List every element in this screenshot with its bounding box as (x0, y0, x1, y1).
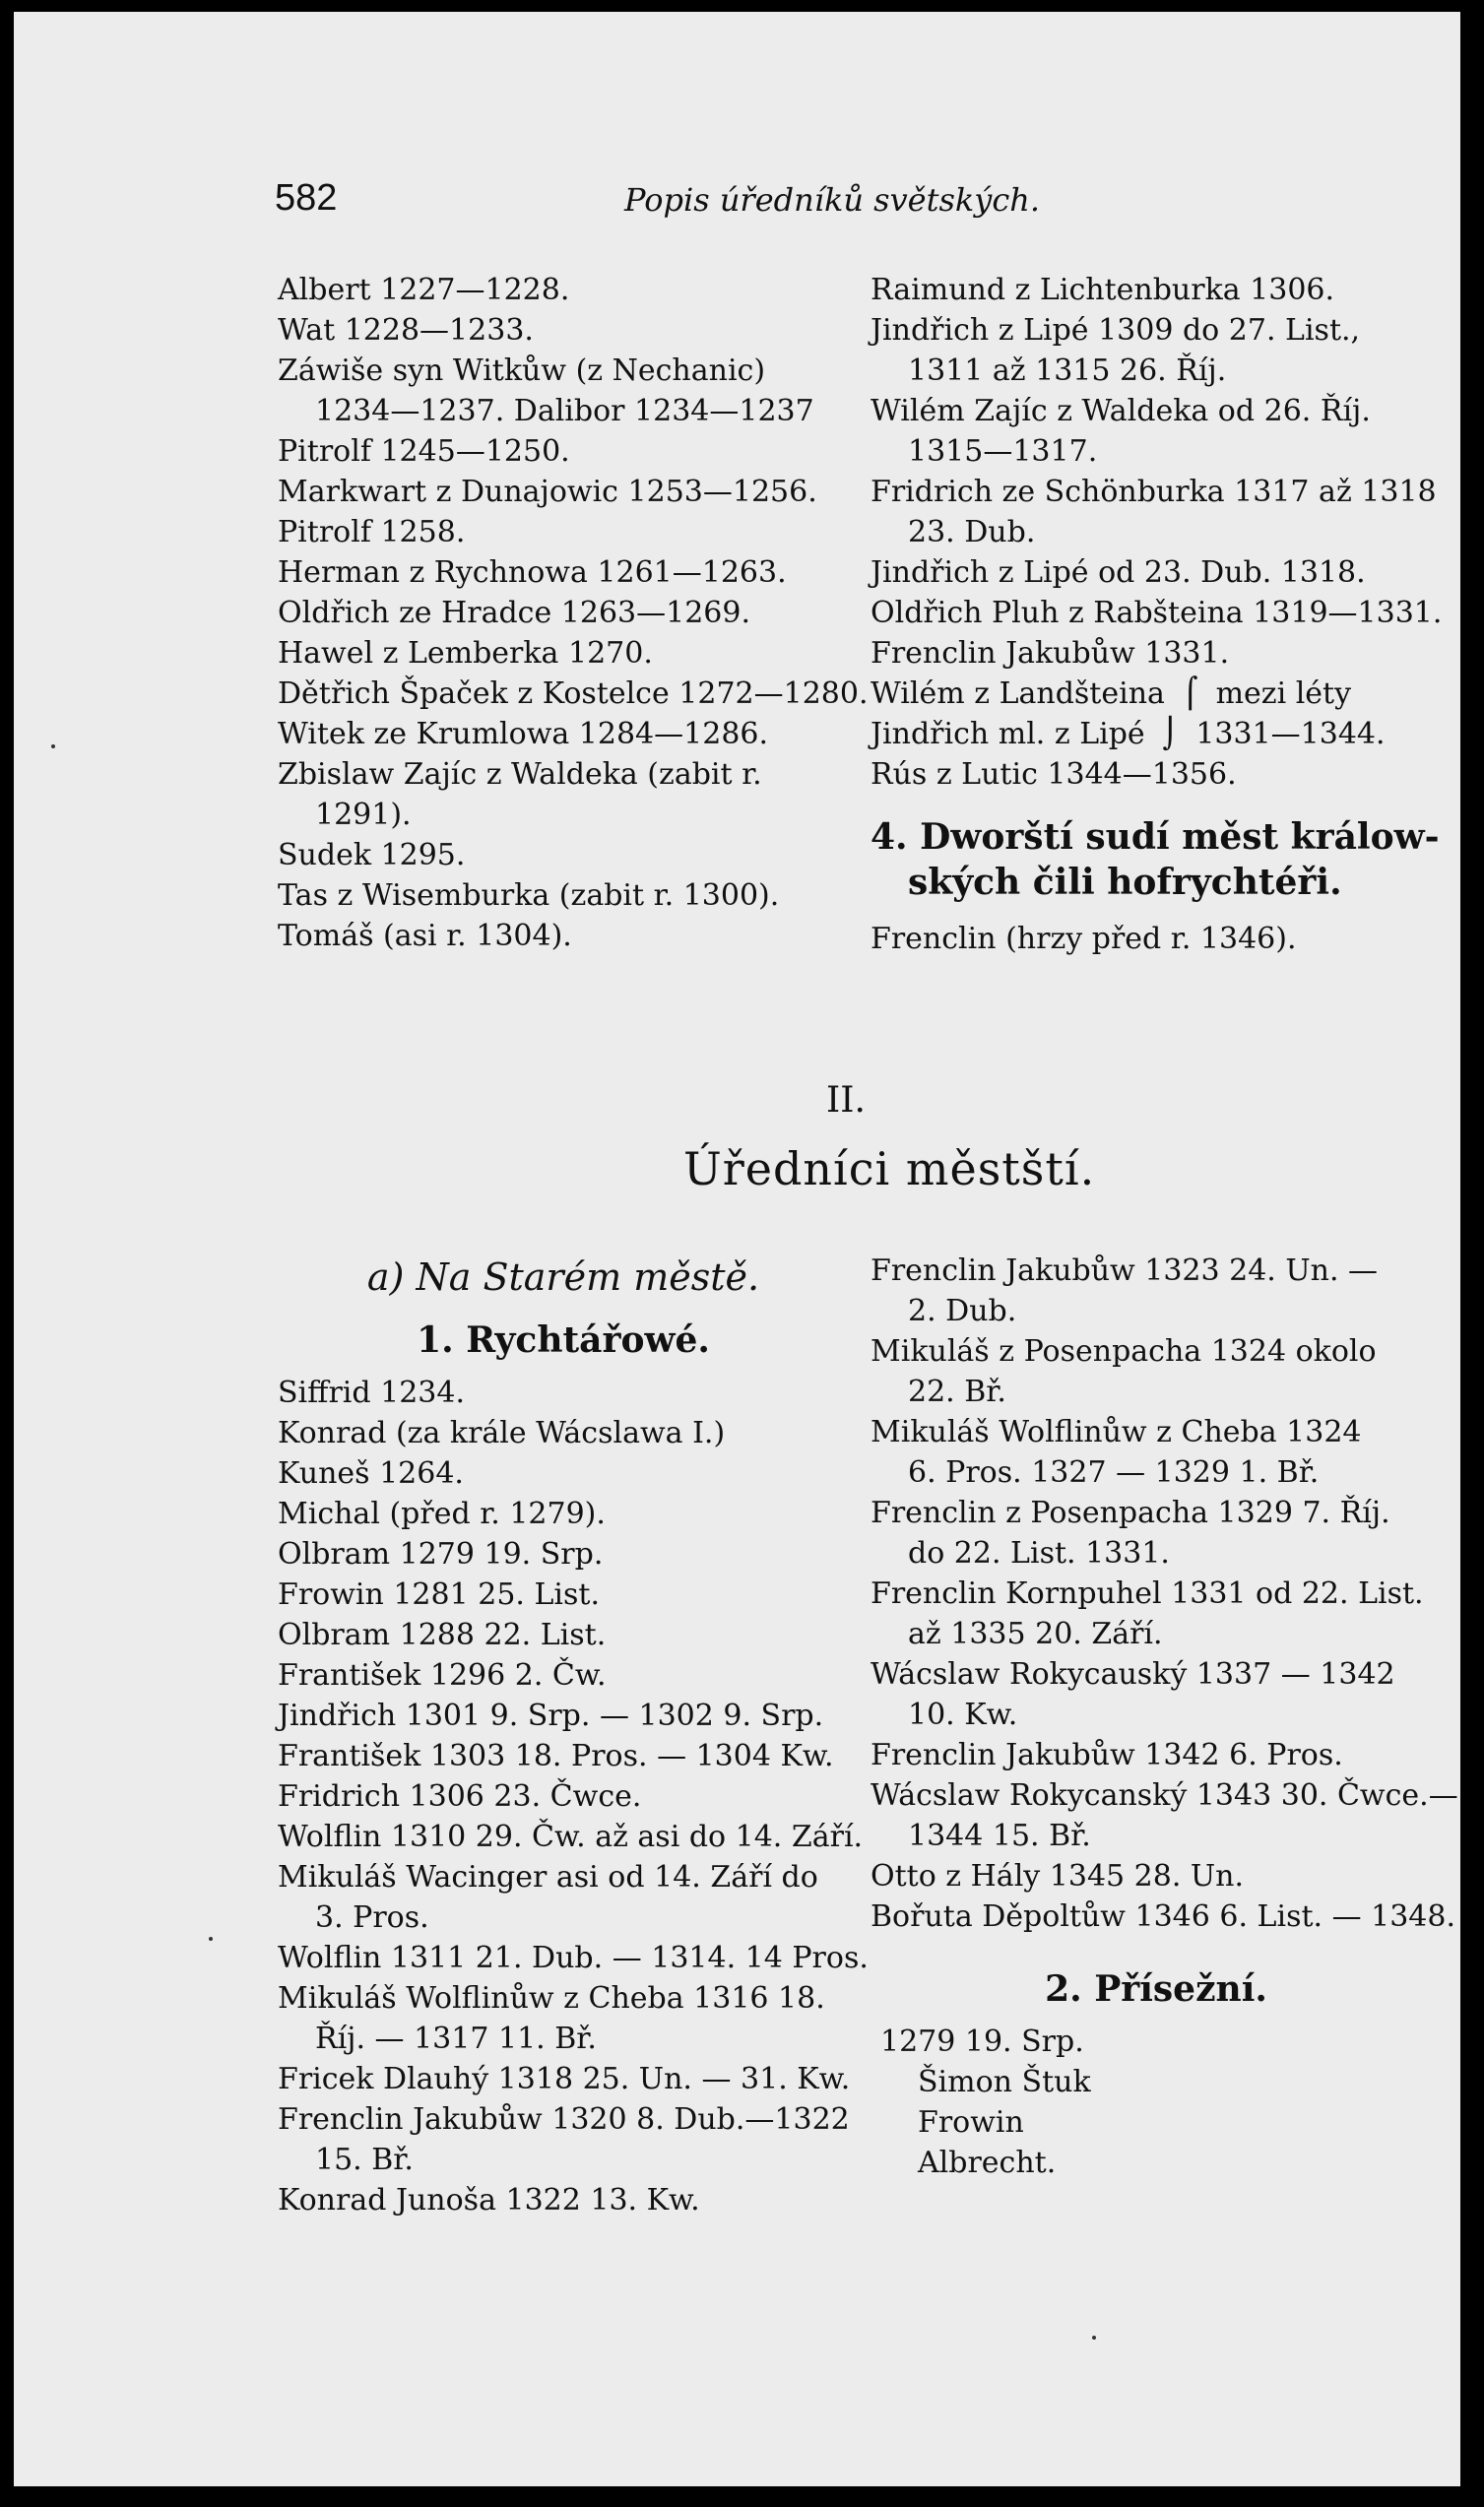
list-item: Tomáš (asi r. 1304). (278, 919, 572, 953)
list-item: Wácslaw Rokycauský 1337 — 1342 (871, 1657, 1395, 1692)
list-item: Rús z Lutic 1344—1356. (871, 757, 1237, 792)
list-item: Otto z Hály 1345 28. Un. (871, 1859, 1245, 1894)
list-item: Wácslaw Rokycanský 1343 30. Čwce.— (871, 1778, 1458, 1813)
list-item: Frenclin z Posenpacha 1329 7. Říj. (871, 1496, 1390, 1530)
page-header (275, 177, 1043, 226)
list-item: 1315—1317. (908, 434, 1098, 469)
list-item: Mikuláš Wolflinůw z Cheba 1324 (871, 1415, 1362, 1449)
list-item: Frenclin Jakubůw 1323 24. Un. — (871, 1254, 1379, 1288)
list-item: Zbislaw Zajíc z Waldeka (zabit r. (278, 757, 762, 792)
list-item: Herman z Rychnowa 1261—1263. (278, 555, 787, 590)
list-item: Albrecht. (918, 2146, 1057, 2180)
list-item: Mikuláš Wolflinůw z Cheba 1316 18. (278, 1981, 825, 2016)
list-item: Mikuláš Wacinger asi od 14. Září do (278, 1860, 818, 1895)
speck (1092, 2336, 1096, 2340)
list-item: Konrad (za krále Wácslawa I.) (278, 1416, 726, 1450)
list-item: do 22. List. 1331. (908, 1536, 1170, 1571)
section-number: II. (826, 1080, 866, 1121)
speck (51, 744, 55, 748)
list-item: Markwart z Dunajowic 1253—1256. (278, 475, 817, 509)
list-item: Šimon Štuk (918, 2065, 1091, 2099)
list-item: Raimund z Lichtenburka 1306. (871, 273, 1335, 307)
list-item: 23. Dub. (908, 515, 1036, 549)
list-item: Frenclin Jakubůw 1320 8. Dub.—1322 (278, 2102, 850, 2137)
running-title: Popis úředníků světských. (624, 181, 1041, 219)
list-item: Wilém Zajíc z Waldeka od 26. Říj. (871, 394, 1371, 428)
list-item: Wat 1228—1233. (278, 313, 534, 348)
list-item: Frenclin Kornpuhel 1331 od 22. List. (871, 1576, 1424, 1611)
speck (209, 1937, 213, 1941)
list-item: 10. Kw. (908, 1698, 1018, 1732)
right-column-top (871, 270, 1442, 959)
list-item: Hawel z Lemberka 1270. (278, 636, 653, 671)
list-item: Záwiše syn Witkůw (z Nechanic) (278, 354, 766, 388)
subsection-a-title: a) Na Starém městě. (366, 1255, 760, 1299)
list-item: 1291). (315, 798, 412, 832)
list-item: Olbram 1288 22. List. (278, 1618, 607, 1652)
prisezni-heading: 2. Přísežní. (1045, 1968, 1267, 2010)
list-item: Sudek 1295. (278, 838, 466, 872)
list-item: Witek ze Krumlowa 1284—1286. (278, 717, 769, 751)
list-item: 15. Bř. (315, 2143, 414, 2177)
brace-left-2: Jindřich ml. z Lipé (871, 717, 1145, 751)
list-item: Frowin 1281 25. List. (278, 1577, 600, 1612)
list-item: 1279 19. Srp. (880, 2025, 1084, 2059)
list-item: Bořuta Děpoltůw 1346 6. List. — 1348. (871, 1899, 1456, 1934)
list-item: Fridrich ze Schönburka 1317 až 1318 (871, 475, 1437, 509)
list-item: 22. Bř. (908, 1375, 1006, 1409)
list-item: Konrad Junoša 1322 13. Kw. (278, 2183, 700, 2218)
section-title: Úředníci městští. (683, 1142, 1096, 1195)
heading-4-line2: ských čili hofrychtéři. (908, 862, 1342, 903)
list-item: Pitrolf 1258. (278, 515, 466, 549)
list-item: Říj. — 1317 11. Bř. (315, 2022, 597, 2056)
list-item: Olbram 1279 19. Srp. (278, 1537, 604, 1572)
list-item: Frenclin Jakubůw 1331. (871, 636, 1230, 671)
list-item: František 1296 2. Čw. (278, 1658, 607, 1693)
list-item: Dětřich Špaček z Kostelce 1272—1280. (278, 676, 869, 711)
list-item: Jindřich z Lipé 1309 do 27. List., (871, 313, 1361, 348)
list-item: 1311 až 1315 26. Říj. (908, 354, 1227, 388)
left-column-top (278, 270, 869, 956)
brace-left-1: Wilém z Landšteina (871, 676, 1165, 711)
brace-right-2: 1331—1344. (1195, 717, 1386, 751)
list-item: Frowin (918, 2105, 1024, 2140)
brace-line-1 (871, 674, 1442, 714)
list-item: Oldřich ze Hradce 1263—1269. (278, 596, 750, 630)
heading-4 (871, 814, 1442, 905)
list-item: až 1335 20. Září. (908, 1617, 1163, 1651)
list-item: Frenclin Jakubůw 1342 6. Pros. (871, 1738, 1343, 1772)
left-column-bottom (278, 1243, 869, 2220)
page-number: 582 (275, 177, 338, 219)
list-item: Mikuláš z Posenpacha 1324 okolo (871, 1334, 1377, 1369)
list-item: Siffrid 1234. (278, 1376, 466, 1410)
brace-glyph-1: ⌠ (1182, 676, 1198, 711)
list-item: Frenclin (hrzy před r. 1346). (871, 922, 1297, 956)
list-item: 2. Dub. (908, 1294, 1017, 1328)
brace-right-1: mezi léty (1215, 676, 1352, 711)
list-item: Fricek Dlauhý 1318 25. Un. — 31. Kw. (278, 2062, 851, 2096)
brace-glyph-2: ⌡ (1162, 717, 1179, 751)
heading-4-line1: 4. Dworští sudí měst králow- (871, 816, 1440, 858)
list-item: Jindřich z Lipé od 23. Dub. 1318. (871, 555, 1366, 590)
list-item: Fridrich 1306 23. Čwce. (278, 1779, 642, 1814)
right-column-bottom (871, 1251, 1458, 2183)
list-item: Pitrolf 1245—1250. (278, 434, 570, 469)
list-item: 3. Pros. (315, 1900, 429, 1935)
list-item: Wolflin 1310 29. Čw. až asi do 14. Září. (278, 1820, 864, 1854)
list-item: Oldřich Pluh z Rabšteina 1319—1331. (871, 596, 1443, 630)
list-item: Kuneš 1264. (278, 1456, 464, 1491)
list-item: 1344 15. Bř. (908, 1819, 1091, 1853)
list-item: Albert 1227—1228. (278, 273, 570, 307)
list-item: Michal (před r. 1279). (278, 1497, 606, 1531)
list-item: Tas z Wisemburka (zabit r. 1300). (278, 878, 780, 913)
list-item: František 1303 18. Pros. — 1304 Kw. (278, 1739, 834, 1773)
brace-line-2 (871, 714, 1442, 754)
list-item: 6. Pros. 1327 — 1329 1. Bř. (908, 1455, 1320, 1490)
list-item: Wolflin 1311 21. Dub. — 1314. 14 Pros. (278, 1941, 869, 1975)
list-item: Jindřich 1301 9. Srp. — 1302 9. Srp. (278, 1699, 824, 1733)
list-item: 1234—1237. Dalibor 1234—1237 (315, 394, 814, 428)
page (14, 12, 1460, 2486)
rychtarowe-heading: 1. Rychtářowé. (417, 1319, 710, 1361)
